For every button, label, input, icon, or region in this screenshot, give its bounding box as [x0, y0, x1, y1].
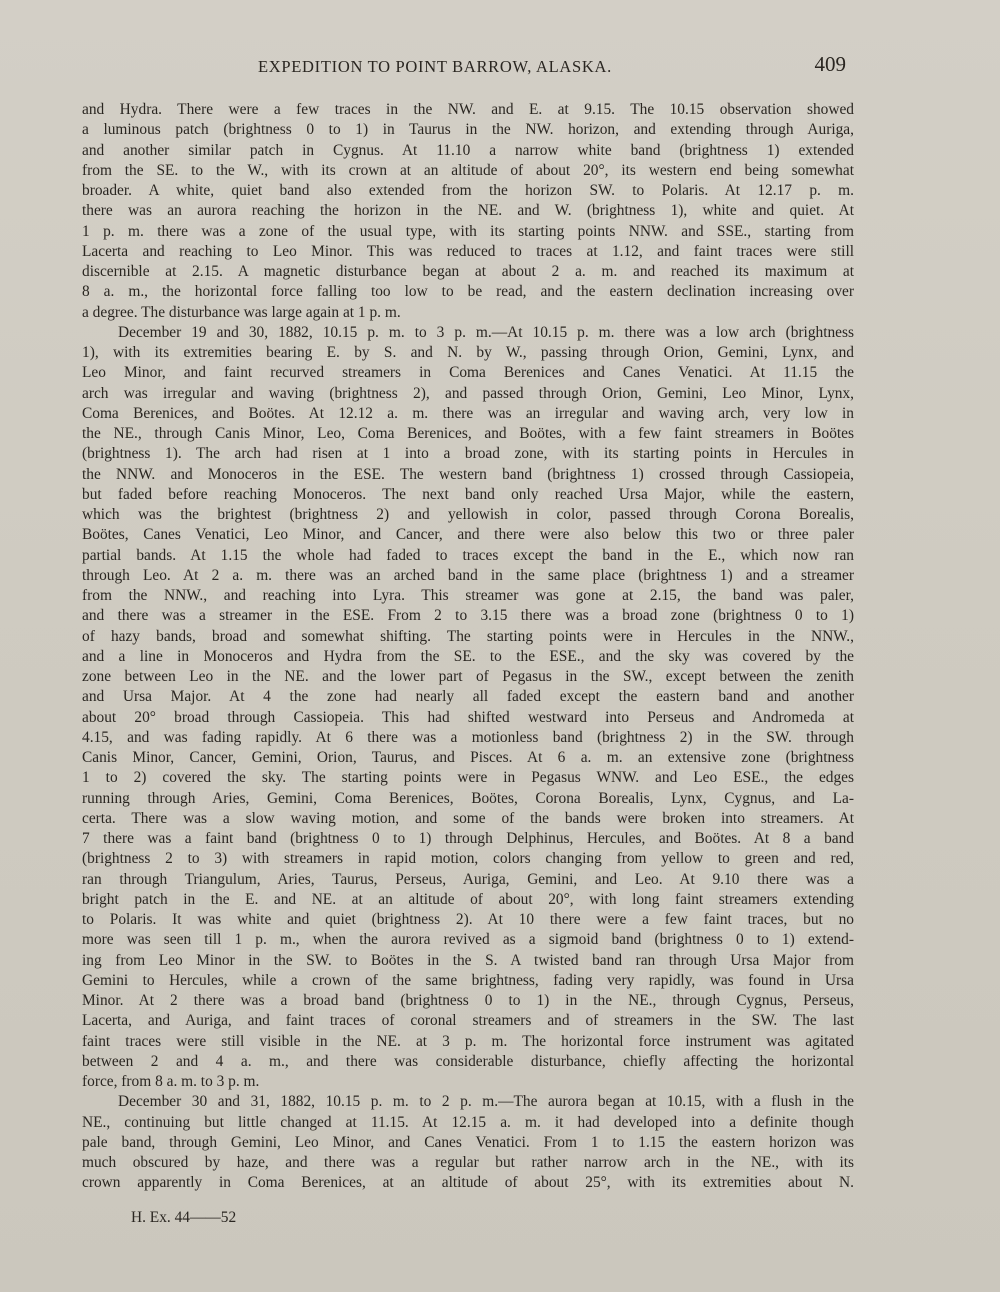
text-line: to Polaris. It was white and quiet (brightness 2). At 10 there were a few faint traces, but no	[82, 911, 854, 928]
text-line: Coma Berenices, and Boötes. At 12.12 a. m. there was an irregular and waving arch, very low in	[82, 404, 854, 422]
text-line: and Hydra. There were a few traces in the NW. and E. at 9.15. The 10.15 observation showed	[82, 101, 854, 118]
text-line: Canis Minor, Cancer, Gemini, Orion, Taurus, and Pisces. At 6 a. m. an extensive zone (brightness	[82, 749, 854, 766]
text-line: NE., continuing but little changed at 11.15. At 12.15 a. m. it had developed into a definite though	[82, 1113, 854, 1131]
text-line: force, from 8 a. m. to 3 p. m.	[82, 1073, 260, 1090]
text-line: Lacerta and reaching to Leo Minor. This was reduced to traces at 1.12, and faint traces were still	[82, 242, 854, 260]
text-line: between 2 and 4 a. m., and there was considerable disturbance, chiefly affecting the horizontal	[82, 1052, 854, 1070]
text-line: faint traces were still visible in the NE. at 3 p. m. The horizontal force instrument was agitated	[82, 1032, 854, 1050]
text-line: a luminous patch (brightness 0 to 1) in Taurus in the NW. horizon, and extending through Auriga,	[82, 121, 854, 139]
text-line: arch was irregular and waving (brightness 2), and passed through Orion, Gemini, Leo Minor, Lynx,	[82, 384, 854, 402]
text-line: about 20° broad through Cassiopeia. This had shifted westward into Perseus and Andromeda at	[82, 708, 854, 726]
text-line: Boötes, Canes Venatici, Leo Minor, and Cancer, and there were also below this two or three paler	[82, 526, 854, 544]
text-line: and a line in Monoceros and Hydra from the SE. to the ESE., and the sky was covered by the	[82, 647, 854, 665]
text-line: (brightness 2 to 3) with streamers in rapid motion, colors changing from yellow to green and red,	[82, 850, 854, 868]
text-line: and another similar patch in Cygnus. At 11.10 a narrow white band (brightness 1) extended	[82, 141, 854, 159]
text-line: partial bands. At 1.15 the whole had faded to traces except the band in the E., which now ran	[82, 546, 854, 564]
text-line: but faded before reaching Monoceros. The next band only reached Ursa Major, while the eastern,	[82, 485, 854, 503]
text-line: there was an aurora reaching the horizon in the NE. and W. (brightness 1), white and quiet. At	[82, 202, 854, 220]
text-line: (brightness 1). The arch had risen at 1 into a broad zone, with its starting points in Hercules in	[82, 445, 854, 463]
running-head	[82, 52, 852, 82]
text-line: 1 p. m. there was a zone of the usual type, with its starting points NNW. and SSE., starting from	[82, 222, 854, 240]
text-line: pale band, through Gemini, Leo Minor, and Canes Venatici. From 1 to 1.15 the eastern horizon was	[82, 1133, 854, 1151]
text-line: much obscured by haze, and there was a regular but rather narrow arch in the NE., with its	[82, 1154, 854, 1171]
text-line: 1), with its extremities bearing E. by S. and N. by W., passing through Orion, Gemini, Lynx, and	[82, 344, 854, 361]
text-line: broader. A white, quiet band also extended from the horizon SW. to Polaris. At 12.17 p. m.	[82, 182, 854, 199]
text-line: Minor. At 2 there was a broad band (brightness 0 to 1) in the NE., through Cygnus, Perseus,	[82, 992, 854, 1009]
text-line: bright patch in the E. and NE. at an altitude of about 20°, with long faint streamers extending	[82, 890, 854, 908]
text-line: December 19 and 30, 1882, 10.15 p. m. to 3 p. m.—At 10.15 p. m. there was a low arch (brightness	[118, 323, 854, 341]
text-line: crown apparently in Coma Berenices, at an altitude of about 25°, with its extremities about N.	[82, 1174, 854, 1192]
text-line: ing from Leo Minor in the SW. to Boötes in the S. A twisted band ran through Ursa Major from	[82, 951, 854, 969]
text-line: certa. There was a slow waving motion, and some of the bands were broken into streamers. At	[82, 809, 854, 827]
text-line: Lacerta, and Auriga, and faint traces of coronal streamers and of streamers in the SW. The last	[82, 1012, 854, 1030]
text-line: the NE., through Canis Minor, Leo, Coma Berenices, and Boötes, with a few faint streamers in Boötes	[82, 425, 854, 442]
text-line: ran through Triangulum, Aries, Taurus, Perseus, Auriga, Gemini, and Leo. At 9.10 there was a	[82, 870, 854, 888]
text-line: zone between Leo in the NE. and the lower part of Pegasus in the SW., except between the zenith	[82, 668, 854, 685]
body-text	[82, 100, 854, 1194]
text-line: 4.15, and was fading rapidly. At 6 there was a motionless band (brightness 2) in the SW. through	[82, 728, 854, 746]
text-line: more was seen till 1 p. m., when the aurora revived as a sigmoid band (brightness 0 to 1) extend-	[82, 931, 854, 949]
text-line: a degree. The disturbance was large again at 1 p. m.	[82, 303, 401, 321]
text-line: 1 to 2) covered the sky. The starting points were in Pegasus WNW. and Leo ESE., the edges	[82, 769, 854, 787]
text-line: Leo Minor, and faint recurved streamers in Coma Berenices and Canes Venatici. At 11.15 the	[82, 364, 854, 382]
text-line: of hazy bands, broad and somewhat shifting. The starting points were in Hercules in the NNW.,	[82, 627, 854, 645]
footer-signature: H. Ex. 44——52	[131, 1209, 237, 1226]
text-line: from the NNW., and reaching into Lyra. This streamer was gone at 2.15, the band was paler,	[82, 587, 854, 604]
page-number: 409	[814, 52, 846, 76]
text-line: through Leo. At 2 a. m. there was an arched band in the same place (brightness 1) and a streamer	[82, 566, 854, 584]
text-line: discernible at 2.15. A magnetic disturbance began at about 2 a. m. and reached its maximum at	[82, 263, 854, 280]
text-line: from the SE. to the W., with its crown at an altitude of about 20°, its western end being somewhat	[82, 161, 854, 179]
page-title: EXPEDITION TO POINT BARROW, ALASKA.	[258, 57, 612, 76]
text-line: December 30 and 31, 1882, 10.15 p. m. to 2 p. m.—The aurora began at 10.15, with a flush in the	[118, 1093, 854, 1111]
text-line: Gemini to Hercules, while a crown of the same brightness, fading very rapidly, was found in Ursa	[82, 971, 854, 989]
text-line: the NNW. and Monoceros in the ESE. The western band (brightness 1) crossed through Cassiopeia,	[82, 465, 854, 483]
text-line: and there was a streamer in the ESE. From 2 to 3.15 there was a broad zone (brightness 0 to 1)	[82, 607, 854, 625]
text-line: 7 there was a faint band (brightness 0 to 1) through Delphinus, Hercules, and Boötes. At 8 a band	[82, 830, 854, 847]
text-line: which was the brightest (brightness 2) and yellowish in color, passed through Corona Borealis,	[82, 506, 854, 523]
text-line: and Ursa Major. At 4 the zone had nearly all faded except the eastern band and another	[82, 688, 854, 706]
text-line: running through Aries, Gemini, Coma Berenices, Boötes, Corona Borealis, Lynx, Cygnus, and La-	[82, 789, 854, 807]
text-line: 8 a. m., the horizontal force falling too low to be read, and the eastern declination increasing over	[82, 283, 854, 301]
